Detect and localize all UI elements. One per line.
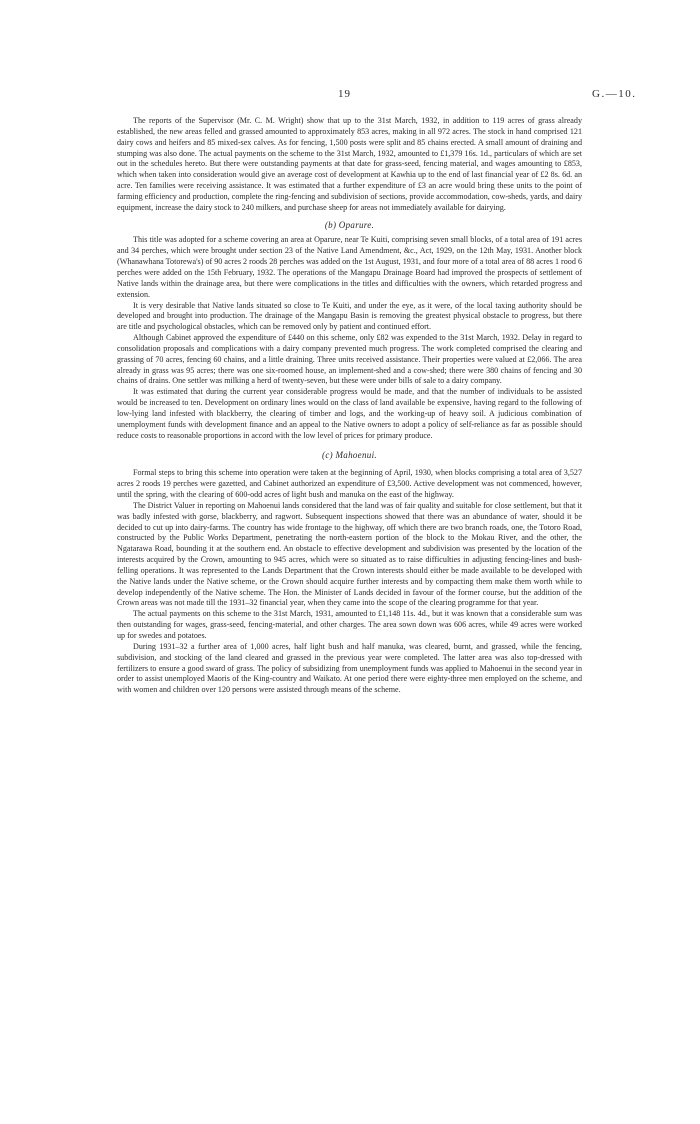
paragraph: The District Valuer in reporting on Mahoenui lands considered that the land was of fair quality and suitable for close settlement, but that it was badly infested with gorse, blackberry, and ragwort. Subsequent inspections showed that there was an abundance of water, should it be decided to cut up into dairy-farms. The country has wide frontage to the highway, off which there are two branch roads, one, the Totoro Road, constructed by the Public Works Department, penetrating the north-eastern portion of the block to the Mokau River, and the other, the Ngatarawa Road, bounding it at the southern end. An obstacle to effective development and subdivision was presented by the location of the interests acquired by the Crown, amounting to 945 acres, which were so situated as to raise difficulties in adjusting fencing-lines and bush-felling operations. It was represented to the Lands Department that the Crown interests should either be made available to be developed with the Native lands under the Native scheme, or the Crown should acquire further interests and by compacting them make them worth while to develop independently of the Native scheme. The Hon. the Minister of Lands decided in favour of the former course, but the addition of the Crown areas was not made till the 1931–32 financial year, when they came into the scope of the clearing programme for that year. xyxy=(117,500,582,608)
paragraph: During 1931–32 a further area of 1,000 acres, half light bush and half manuka, was cleared, burnt, and grassed, while the fencing, subdivision, and stocking of the land cleared and grassed in the previous year were completed. The latter area was also top-dressed with fertilizers to ensure a good sward of grass. The policy of subsidizing from unemployment funds was applied to Mahoenui in the second year in order to assist unemployed Maoris of the King-country and Waikato. At one period there were eighty-three men employed on the scheme, and with women and children over 120 persons were assisted through means of the scheme. xyxy=(117,641,582,695)
paragraph: It is very desirable that Native lands situated so close to Te Kuiti, and under the eye, as it were, of the local taxing authority should be developed and brought into production. The drainage of the Mangapu Basin is removing the greatest physical obstacle to progress, but there are title and psychological obstacles, which can be removed only by patient and continued effort. xyxy=(117,300,582,332)
paragraph: The reports of the Supervisor (Mr. C. M. Wright) show that up to the 31st March, 1932, in addition to 119 acres of grass already established, the new areas felled and grassed amounted to approximately 853 acres, making in all 972 acres. The stock in hand comprised 121 dairy cows and heifers and 85 mixed-sex calves. As for fencing, 1,500 posts were split and 85 chains erected. A small amount of draining and stumping was also done. The actual payments on the scheme to the 31st March, 1932, amounted to £1,379 16s. 1d., particulars of which are set out in the schedules hereto. But there were outstanding payments at that date for grass-seed, fencing material, and wages amounting to £853, which when taken into consideration would give an average cost of development at Kawhia up to the end of last financial year of £2 8s. 6d. an acre. Ten families were receiving assistance. It was estimated that a further expenditure of £3 an acre would bring these units to the point of farming efficiency and production, complete the ring-fencing and subdivision of sections, provide accommodation, cow-sheds, yards, and dairy equipment, increase the dairy stock to 240 milkers, and purchase sheep for areas not immediately available for dairying. xyxy=(117,116,582,212)
paragraph: It was estimated that during the current year considerable progress would be made, and that the number of individuals to be assisted would be increased to ten. Development on ordinary lines would on the class of land available be expensive, having regard to the following of low-lying land infested with blackberry, the clearing of timber and logs, and the working-up of heavy soil. A judicious combination of unemployment funds with development finance and an appeal to the Native owners to adopt a policy of self-reliance as far as possible should reduce costs to reasonable proportions in accord with the low level of prices for primary produce. xyxy=(117,387,582,440)
paragraph: Formal steps to bring this scheme into operation were taken at the beginning of April, 1930, when blocks comprising a total area of 3,527 acres 2 roods 19 perches were gazetted, and Cabinet authorized an expenditure of £3,500. Active development was not commenced, however, until the spring, with the clearing of 600-odd acres of light bush and manuka on the east of the highway. xyxy=(117,468,582,499)
paragraph: The actual payments on this scheme to the 31st March, 1931, amounted to £1,148 11s. 4d., but it was known that a considerable sum was then outstanding for wages, grass-seed, fencing-material, and other charges. The area sown down was 606 acres, while 49 acres were worked up for swedes and potatoes. xyxy=(117,609,582,640)
section-heading-oparure: (b) Oparure. xyxy=(324,219,375,230)
section-heading-mahoenui: (c) Mahoenui. xyxy=(322,450,377,461)
page-number: 19 xyxy=(338,88,351,100)
paragraph: Although Cabinet approved the expenditure of £440 on this scheme, only £82 was expended to the 31st March, 1932. Delay in regard to consolidation proposals and complications with a dairy company prevented much progress. The work completed comprised the clearing and grassing of 70 acres, fencing 60 chains, and a little draining. Three units received assistance. Their properties were valued at £2,066. The area already in grass was 95 acres; there was one six-roomed house, an implement-shed and a cow-shed; there were 380 chains of fencing and 30 chains of drains. One settler was milking a herd of twenty-seven, but these were under bills of sale to a dairy company. xyxy=(117,333,582,386)
body-text xyxy=(117,116,582,696)
document-reference: G.—10. xyxy=(592,88,637,100)
paragraph: This title was adopted for a scheme covering an area at Oparure, near Te Kuiti, comprising seven small blocks, of a total area of 191 acres and 34 perches, which were brought under section 23 of the Native Land Amendment, &c., Act, 1929, on the 12th May, 1931. Another block (Whanawhana Totorewa's) of 90 acres 2 roods 28 perches was added on the 1st August, 1931, and four more of a total area of 88 acres 1 rood 6 perches were added on the 15th February, 1932. The operations of the Mangapu Drainage Board had improved the prospects of settlement of Native lands within the drainage area, but there were complications in the titles and difficulties with the owners, which retarded progress and extension. xyxy=(117,235,582,299)
